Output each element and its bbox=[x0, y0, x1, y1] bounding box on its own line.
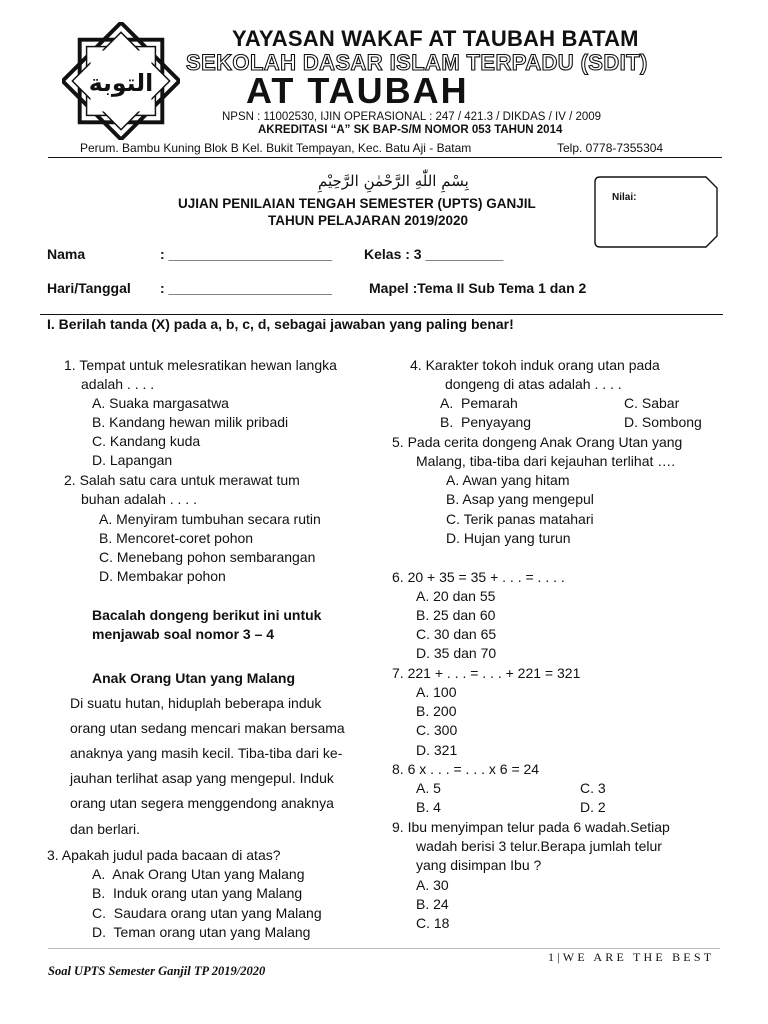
question-9: 9. Ibu menyimpan telur pada 6 wadah.Setiap bbox=[392, 819, 670, 835]
q6-option-d[interactable]: D. 35 dan 70 bbox=[416, 645, 497, 661]
story-line: orang utan sedang mencari makan bersama bbox=[70, 720, 345, 736]
question-2: 2. Salah satu cara untuk merawat tum bbox=[64, 472, 300, 488]
q8-option-c[interactable]: C. 3 bbox=[580, 780, 606, 796]
header-divider bbox=[48, 157, 722, 158]
q4-option-d[interactable]: D. Sombong bbox=[624, 414, 702, 430]
q3-option-b[interactable]: B. Induk orang utan yang Malang bbox=[92, 885, 303, 901]
footer-divider bbox=[48, 948, 720, 949]
q8-option-d[interactable]: D. 2 bbox=[580, 799, 606, 815]
question-9-cont: yang disimpan Ibu ? bbox=[416, 857, 542, 873]
q7-option-a[interactable]: A. 100 bbox=[416, 684, 457, 700]
q8-option-b[interactable]: B. 4 bbox=[416, 799, 441, 815]
q5-option-c[interactable]: C. Terik panas matahari bbox=[446, 511, 594, 527]
question-7: 7. 221 + . . . = . . . + 221 = 321 bbox=[392, 665, 581, 681]
question-6: 6. 20 + 35 = 35 + . . . = . . . . bbox=[392, 569, 565, 585]
question-4-cont: dongeng di atas adalah . . . . bbox=[445, 376, 622, 392]
accreditation-info: AKREDITASI “A” SK BAP-S/M NOMOR 053 TAHUN 2014 bbox=[258, 124, 563, 136]
question-3: 3. Apakah judul pada bacaan di atas? bbox=[47, 847, 281, 863]
name-input[interactable]: : _____________________ bbox=[160, 246, 333, 262]
q7-option-d[interactable]: D. 321 bbox=[416, 742, 458, 758]
question-9-cont: wadah berisi 3 telur.Berapa jumlah telur bbox=[416, 838, 662, 854]
document-footer: Soal UPTS Semester Ganjil TP 2019/2020 bbox=[48, 964, 266, 978]
q5-option-d[interactable]: D. Hujan yang turun bbox=[446, 530, 571, 546]
name-label: Nama bbox=[47, 246, 86, 262]
page-number: 1|WE ARE THE BEST bbox=[548, 950, 715, 964]
address: Perum. Bambu Kuning Blok B Kel. Bukit Tempayan, Kec. Batu Aji - Batam bbox=[80, 141, 472, 155]
story-line: anaknya yang masih kecil. Tiba-tiba dari ke- bbox=[70, 745, 343, 761]
q1-option-b[interactable]: B. Kandang hewan milik pribadi bbox=[92, 414, 289, 430]
reading-instruction: Bacalah dongeng berikut ini untuk bbox=[92, 607, 322, 623]
school-type: SEKOLAH DASAR ISLAM TERPADU (SDIT) bbox=[186, 50, 648, 75]
score-box bbox=[594, 176, 718, 248]
basmalah: بِسْمِ اللّٰهِ الرَّحْمٰنِ الرَّحِيْمِ bbox=[318, 172, 469, 190]
q5-option-a[interactable]: A. Awan yang hitam bbox=[446, 472, 570, 488]
q4-option-c[interactable]: C. Sabar bbox=[624, 395, 680, 411]
q3-option-a[interactable]: A. Anak Orang Utan yang Malang bbox=[92, 866, 305, 882]
foundation-name: YAYASAN WAKAF AT TAUBAH BATAM bbox=[232, 26, 639, 51]
q1-option-a[interactable]: A. Suaka margasatwa bbox=[92, 395, 229, 411]
story-line: Di suatu hutan, hiduplah beberapa induk bbox=[70, 695, 322, 711]
reading-instruction-cont: menjawab soal nomor 3 – 4 bbox=[92, 626, 275, 642]
q2-option-d[interactable]: D. Membakar pohon bbox=[99, 568, 226, 584]
q7-option-b[interactable]: B. 200 bbox=[416, 703, 457, 719]
exam-year: TAHUN PELAJARAN 2019/2020 bbox=[268, 213, 469, 228]
instruction-divider bbox=[40, 314, 723, 315]
q2-option-a[interactable]: A. Menyiram tumbuhan secara rutin bbox=[99, 511, 321, 527]
q7-option-c[interactable]: C. 300 bbox=[416, 722, 458, 738]
q3-option-c[interactable]: C. Saudara orang utan yang Malang bbox=[92, 905, 322, 921]
q4-option-a[interactable]: A. Pemarah bbox=[440, 395, 518, 411]
question-8: 8. 6 x . . . = . . . x 6 = 24 bbox=[392, 761, 540, 777]
instruction: I. Berilah tanda (X) pada a, b, c, d, sebagai jawaban yang paling benar! bbox=[47, 316, 514, 332]
q6-option-c[interactable]: C. 30 dan 65 bbox=[416, 626, 497, 642]
question-5: 5. Pada cerita dongeng Anak Orang Utan yang bbox=[392, 434, 683, 450]
school-logo bbox=[62, 22, 180, 140]
question-4: 4. Karakter tokoh induk orang utan pada bbox=[410, 357, 660, 373]
story-line: dan berlari. bbox=[70, 821, 141, 837]
phone: Telp. 0778-7355304 bbox=[557, 141, 664, 155]
question-5-cont: Malang, tiba-tiba dari kejauhan terlihat …. bbox=[416, 453, 676, 469]
q1-option-c[interactable]: C. Kandang kuda bbox=[92, 433, 201, 449]
q2-option-b[interactable]: B. Mencoret-coret pohon bbox=[99, 530, 254, 546]
q3-option-d[interactable]: D. Teman orang utan yang Malang bbox=[92, 924, 311, 940]
q9-option-a[interactable]: A. 30 bbox=[416, 877, 449, 893]
date-input[interactable]: : _____________________ bbox=[160, 280, 333, 296]
school-name: AT TAUBAH bbox=[246, 70, 469, 111]
story-line: jauhan terlihat asap yang mengepul. Induk bbox=[70, 770, 334, 786]
q5-option-b[interactable]: B. Asap yang mengepul bbox=[446, 491, 594, 507]
date-label: Hari/Tanggal bbox=[47, 280, 131, 296]
q1-option-d[interactable]: D. Lapangan bbox=[92, 452, 173, 468]
registration-info: NPSN : 11002530, IJIN OPERASIONAL : 247 / 421.3 / DIKDAS / IV / 2009 bbox=[222, 111, 602, 123]
score-label: Nilai: bbox=[612, 192, 637, 203]
q9-option-c[interactable]: C. 18 bbox=[416, 915, 450, 931]
subject-label: Mapel :Tema II Sub Tema 1 dan 2 bbox=[369, 280, 587, 296]
exam-title: UJIAN PENILAIAN TENGAH SEMESTER (UPTS) GANJIL bbox=[178, 196, 536, 211]
q6-option-b[interactable]: B. 25 dan 60 bbox=[416, 607, 496, 623]
class-field[interactable]: Kelas : 3 __________ bbox=[364, 246, 504, 262]
q8-option-a[interactable]: A. 5 bbox=[416, 780, 441, 796]
svg-text:التوبة: التوبة bbox=[88, 68, 154, 97]
address-line bbox=[80, 141, 664, 155]
q6-option-a[interactable]: A. 20 dan 55 bbox=[416, 588, 496, 604]
question-1: 1. Tempat untuk melesratikan hewan langka bbox=[64, 357, 337, 373]
q2-option-c[interactable]: C. Menebang pohon sembarangan bbox=[99, 549, 316, 565]
question-2-cont: buhan adalah . . . . bbox=[81, 491, 197, 507]
question-1-cont: adalah . . . . bbox=[81, 376, 155, 392]
q4-option-b[interactable]: B. Penyayang bbox=[440, 414, 532, 430]
story-title: Anak Orang Utan yang Malang bbox=[92, 670, 296, 686]
story-line: orang utan segera menggendong anaknya bbox=[70, 795, 334, 811]
q9-option-b[interactable]: B. 24 bbox=[416, 896, 449, 912]
